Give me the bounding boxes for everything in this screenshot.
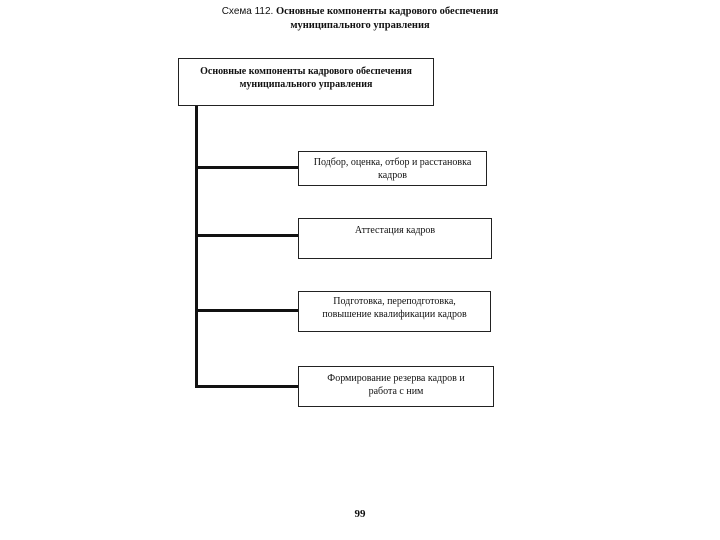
root-box-line2: муниципального управления <box>239 79 373 90</box>
root-box <box>178 58 434 106</box>
diagram-caption <box>0 5 720 33</box>
branch-connector-1 <box>195 166 298 169</box>
component-box-reserve <box>298 366 494 407</box>
branch-connector-3 <box>195 309 298 312</box>
caption-title-line2: муниципального управления <box>290 20 430 31</box>
caption-title-line1: Основные компоненты кадрового обеспечения <box>275 6 499 17</box>
component-box-attestation <box>298 218 492 259</box>
branch-connector-4 <box>195 385 298 388</box>
component-1-line2: кадров <box>378 170 407 181</box>
component-1-line1: Подбор, оценка, отбор и расстановка <box>313 157 472 168</box>
trunk-connector <box>195 106 198 388</box>
component-box-training <box>298 291 491 332</box>
caption-label: Схема 112. <box>221 6 274 17</box>
component-3-line2: повышение квалификации кадров <box>322 309 467 320</box>
component-3-line1: Подготовка, переподготовка, <box>333 296 456 307</box>
component-box-selection <box>298 151 487 186</box>
branch-connector-2 <box>195 234 298 237</box>
root-box-line1: Основные компоненты кадрового обеспечения <box>200 66 412 77</box>
page-number: 99 <box>354 508 366 520</box>
component-4-line1: Формирование резерва кадров и <box>327 373 465 384</box>
component-2-line1: Аттестация кадров <box>354 225 436 236</box>
component-4-line2: работа с ним <box>368 386 424 397</box>
